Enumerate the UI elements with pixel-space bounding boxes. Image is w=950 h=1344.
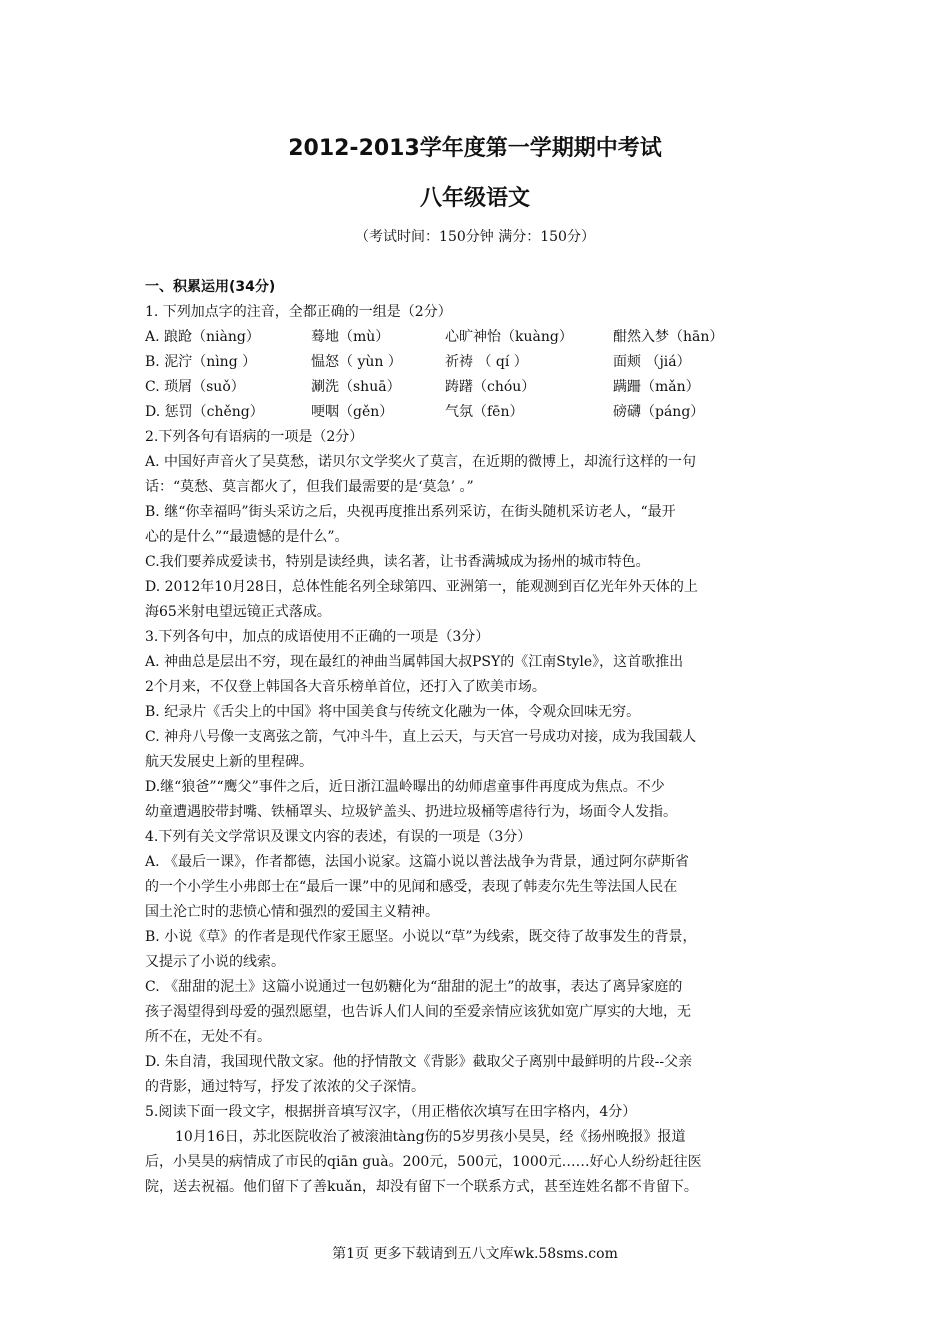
q4-text-line: B. 小说《草》的作者是现代作家王愿坚。小说以“草”为线索，既交待了故事发生的背景， bbox=[145, 929, 697, 945]
q4-text-line: 的背影，通过特写，抒发了浓浓的父子深情。 bbox=[145, 1079, 425, 1095]
exam-subject: 八年级语文 bbox=[419, 186, 530, 211]
q2-text-line: A. 中国好声音火了吴莫愁，诺贝尔文学奖火了莫言，在近期的微博上，却流行这样的一句 bbox=[145, 454, 697, 470]
q1-option-cell: 磅礴（páng） bbox=[613, 404, 705, 420]
q1-option-cell: 酣然入梦（hān） bbox=[613, 329, 724, 345]
q1-option-cell: 蓦地（mù） bbox=[311, 329, 390, 345]
q4-text-line: 的一个小学生小弗郎士在“最后一课”中的见闻和感受，表现了韩麦尔先生等法国人民在 bbox=[145, 879, 678, 895]
q2-text-line: D. 2012年10月28日，总体性能名列全球第四、亚洲第一，能观测到百亿光年外天体的上 bbox=[145, 579, 698, 595]
q3-text-line: 幼童遭遇胶带封嘴、铁桶罩头、垃圾铲盖头、扔进垃圾桶等虐待行为，场面令人发指。 bbox=[145, 804, 677, 820]
q1-option-cell: 心旷神怡（kuàng） bbox=[445, 329, 573, 345]
q4-text-line: 国土沦亡时的悲愤心情和强烈的爱国主义精神。 bbox=[145, 904, 439, 920]
exam-title: 2012-2013学年度第一学期期中考试 bbox=[288, 136, 662, 161]
q1-option-cell: 踌躇（chóu） bbox=[445, 379, 536, 395]
q1-option-cell: D. 惩罚（chěng） bbox=[145, 404, 264, 420]
q5-text-line: 院，送去祝福。他们留下了善kuǎn，却没有留下一个联系方式，甚至连姓名都不肯留下。 bbox=[145, 1179, 698, 1195]
q1-option-cell: A. 踉跄（niàng） bbox=[145, 329, 260, 345]
question-1-stem: 1. 下列加点字的注音，全都正确的一组是（2分） bbox=[145, 304, 452, 320]
q1-option-row-d bbox=[145, 400, 815, 425]
q2-text-line: B. 继“你幸福吗”街头采访之后，央视再度推出系列采访，在街头随机采访老人，“最开 bbox=[145, 504, 676, 520]
q2-text-line: 心的是什么”“最遗憾的是什么”。 bbox=[145, 529, 349, 545]
q4-text-line: D. 朱自清，我国现代散文家。他的抒情散文《背影》截取父子离别中最鲜明的片段--父亲 bbox=[145, 1054, 693, 1070]
question-3-stem: 3.下列各句中，加点的成语使用不正确的一项是（3分） bbox=[145, 629, 490, 645]
q1-option-cell: 涮洗（shuā） bbox=[311, 379, 401, 395]
q1-option-cell: C. 琐屑（suǒ） bbox=[145, 379, 245, 395]
q3-text-line: A. 神曲总是层出不穷，现在最红的神曲当属韩国大叔PSY的《江南Style》，这首歌推出 bbox=[145, 654, 684, 670]
q3-text-line: B. 纪录片《舌尖上的中国》将中国美食与传统文化融为一体，令观众回味无穷。 bbox=[145, 704, 641, 720]
q3-text-line: C. 神舟八号像一支离弦之箭，气冲斗牛，直上云天，与天宫一号成功对接，成为我国载人 bbox=[145, 729, 697, 745]
q1-option-cell: B. 泥泞（nìng ） bbox=[145, 354, 257, 370]
q5-text-line: 后，小昊昊的病情成了市民的qiān guà。200元，500元，1000元……好心人纷纷赶往医 bbox=[145, 1154, 702, 1170]
q1-option-cell: 气氛（fēn） bbox=[445, 404, 524, 420]
q5-text-line: 10月16日，苏北医院收治了被滚油tàng伤的5岁男孩小昊昊，经《扬州晚报》报道 bbox=[175, 1129, 686, 1145]
q2-text-line: 话：“莫愁、莫言都火了，但我们最需要的是‘莫急’ 。” bbox=[145, 479, 474, 495]
q1-option-cell: 哽咽（gěn） bbox=[311, 404, 394, 420]
section-heading: 一、积累运用(34分) bbox=[145, 279, 276, 295]
q2-text-line: 海65米射电望远镜正式落成。 bbox=[145, 604, 331, 620]
q4-text-line: C. 《甜甜的泥土》这篇小说通过一包奶糖化为“甜甜的泥土”的故事，表达了离异家庭的 bbox=[145, 979, 683, 995]
q3-text-line: D.继“狼爸”“鹰父”事件之后，近日浙江温岭曝出的幼师虐童事件再度成为焦点。不少 bbox=[145, 779, 665, 795]
question-4-stem: 4.下列有关文学常识及课文内容的表述，有误的一项是（3分） bbox=[145, 829, 532, 845]
q2-text-line: C.我们要养成爱读书，特别是读经典，读名著，让书香满城成为扬州的城市特色。 bbox=[145, 554, 650, 570]
exam-info: （考试时间：150分钟 满分：150分） bbox=[355, 229, 595, 245]
q1-option-row-b bbox=[145, 350, 815, 375]
q4-text-line: 孩子渴望得到母爱的强烈愿望，也告诉人们人间的至爱亲情应该犹如宽广厚实的大地，无 bbox=[145, 1004, 691, 1020]
exam-content bbox=[145, 275, 815, 1200]
q1-option-row-a bbox=[145, 325, 815, 350]
q3-text-line: 航天发展史上新的里程碑。 bbox=[145, 754, 313, 770]
question-2-stem: 2.下列各句有语病的一项是（2分） bbox=[145, 429, 364, 445]
q1-option-cell: 面颊 （jiá） bbox=[613, 354, 691, 370]
q4-text-line: 所不在，无处不有。 bbox=[145, 1029, 271, 1045]
q1-option-cell: 祈祷 （ qí ） bbox=[445, 354, 528, 370]
question-5-stem: 5.阅读下面一段文字，根据拼音填写汉字，（用正楷依次填写在田字格内，4分） bbox=[145, 1104, 637, 1120]
q4-text-line: 又提示了小说的线索。 bbox=[145, 954, 285, 970]
q3-text-line: 2个月来，不仅登上韩国各大音乐榜单首位，还打入了欧美市场。 bbox=[145, 679, 546, 695]
q1-option-cell: 蹒跚（mǎn） bbox=[613, 379, 700, 395]
page-footer: 第1页 更多下载请到五八文库wk.58sms.com bbox=[332, 1246, 618, 1262]
q4-text-line: A. 《最后一课》，作者都德，法国小说家。这篇小说以普法战争为背景，通过阿尔萨斯省 bbox=[145, 854, 690, 870]
q1-option-cell: 愠怒（ yùn ） bbox=[311, 354, 402, 370]
q1-option-row-c bbox=[145, 375, 815, 400]
